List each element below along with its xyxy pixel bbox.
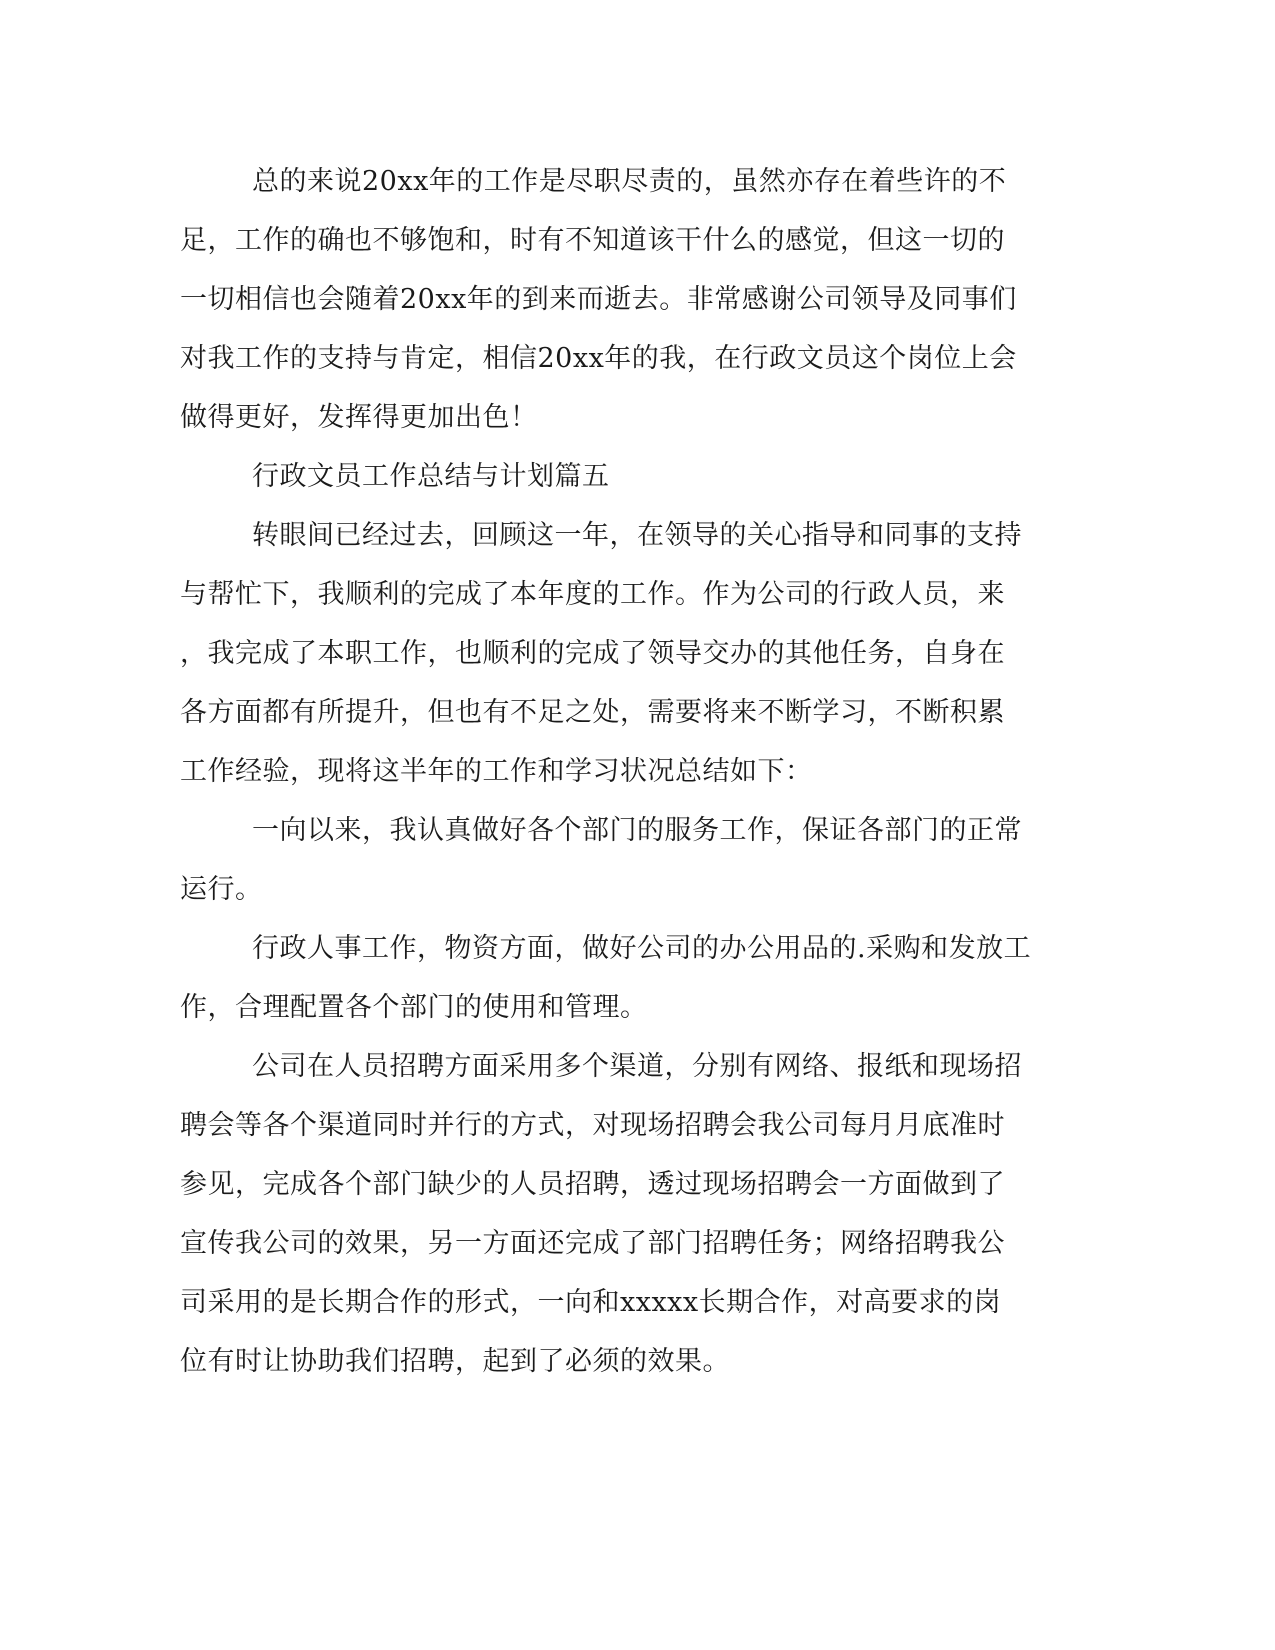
text-line: 一切相信也会随着20xx年的到来而逝去。非常感谢公司领导及同事们 xyxy=(180,284,1017,315)
text-line: 一向以来，我认真做好各个部门的服务工作，保证各部门的正常 xyxy=(252,815,1022,846)
text-line: 宣传我公司的效果，另一方面还完成了部门招聘任务；网络招聘我公 xyxy=(180,1228,1005,1259)
text-line: 做得更好，发挥得更加出色！ xyxy=(180,402,538,433)
text-line: 作，合理配置各个部门的使用和管理。 xyxy=(180,992,648,1023)
text-line: 足，工作的确也不够饱和，时有不知道该干什么的感觉，但这一切的 xyxy=(180,225,1005,256)
text-line: 司采用的是长期合作的形式，一向和xxxxx长期合作，对高要求的岗 xyxy=(180,1287,1002,1318)
text-line: 行政人事工作，物资方面，做好公司的办公用品的.采购和发放工 xyxy=(252,933,1032,964)
text-line: 运行。 xyxy=(180,874,263,905)
text-line: 与帮忙下，我顺利的完成了本年度的工作。作为公司的行政人员，来 xyxy=(180,579,1005,610)
text-line: 聘会等各个渠道同时并行的方式，对现场招聘会我公司每月月底准时 xyxy=(180,1110,1005,1141)
text-line: 公司在人员招聘方面采用多个渠道，分别有网络、报纸和现场招 xyxy=(252,1051,1022,1082)
text-line: 各方面都有所提升，但也有不足之处，需要将来不断学习，不断积累 xyxy=(180,697,1005,728)
document-body xyxy=(180,152,1050,1391)
section-heading: 行政文员工作总结与计划篇五 xyxy=(252,461,610,492)
text-line: 参见，完成各个部门缺少的人员招聘，透过现场招聘会一方面做到了 xyxy=(180,1169,1005,1200)
text-line: 工作经验，现将这半年的工作和学习状况总结如下： xyxy=(180,756,813,787)
text-line: 位有时让协助我们招聘，起到了必须的效果。 xyxy=(180,1346,730,1377)
text-line: 总的来说20xx年的工作是尽职尽责的，虽然亦存在着些许的不 xyxy=(252,166,1007,197)
text-line: ，我完成了本职工作，也顺利的完成了领导交办的其他任务，自身在 xyxy=(180,638,1005,669)
text-line: 转眼间已经过去，回顾这一年，在领导的关心指导和同事的支持 xyxy=(252,520,1022,551)
text-line: 对我工作的支持与肯定，相信20xx年的我，在行政文员这个岗位上会 xyxy=(180,343,1017,374)
